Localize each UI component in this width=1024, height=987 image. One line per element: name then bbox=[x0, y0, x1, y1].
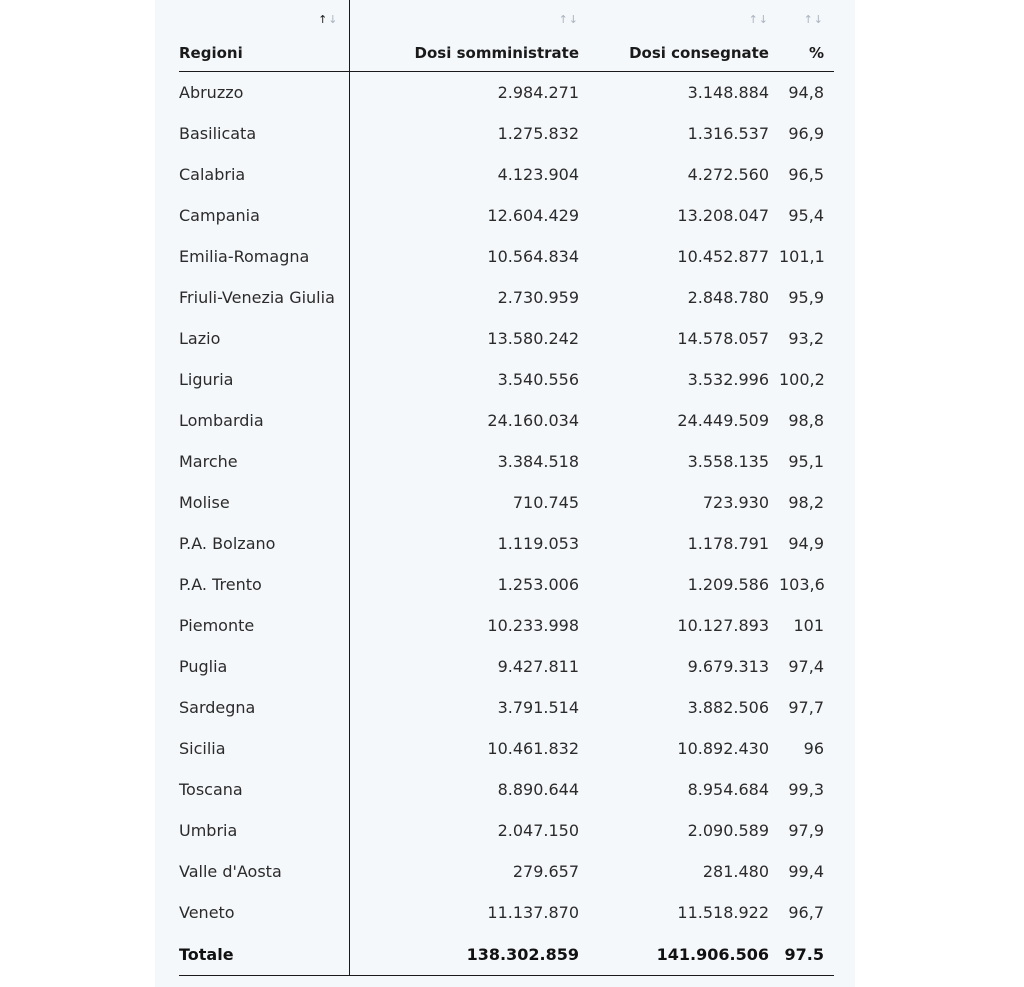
table-row bbox=[179, 359, 834, 400]
cell-administered: 1.119.053 bbox=[497, 534, 579, 553]
cell-administered: 2.730.959 bbox=[497, 288, 579, 307]
cell-percent: 97,7 bbox=[788, 698, 824, 717]
cell-percent: 94,8 bbox=[788, 83, 824, 102]
cell-region: Valle d'Aosta bbox=[179, 851, 349, 892]
cell-percent: 96 bbox=[803, 739, 824, 758]
cell-administered: 1.253.006 bbox=[497, 575, 579, 594]
cell-delivered: 10.127.893 bbox=[677, 616, 769, 635]
total-administered: 138.302.859 bbox=[349, 933, 589, 976]
cell-delivered: 9.679.313 bbox=[687, 657, 769, 676]
cell-administered: 2.047.150 bbox=[497, 821, 579, 840]
cell-region: Lombardia bbox=[179, 400, 349, 441]
cell-delivered: 281.480 bbox=[702, 862, 769, 881]
cell-administered: 9.427.811 bbox=[497, 657, 579, 676]
sort-arrows-icon[interactable]: ↑↓ bbox=[558, 13, 579, 26]
cell-percent: 94,9 bbox=[788, 534, 824, 553]
cell-delivered: 723.930 bbox=[702, 493, 769, 512]
cell-delivered: 2.090.589 bbox=[687, 821, 769, 840]
table-row bbox=[179, 277, 834, 318]
table-row bbox=[179, 892, 834, 933]
cell-administered: 24.160.034 bbox=[487, 411, 579, 430]
table-panel bbox=[155, 0, 855, 987]
sort-arrows-icon[interactable]: ↑↓ bbox=[318, 13, 339, 26]
cell-region: Veneto bbox=[179, 892, 349, 933]
cell-percent: 97,4 bbox=[788, 657, 824, 676]
cell-percent: 99,3 bbox=[788, 780, 824, 799]
table-row bbox=[179, 769, 834, 810]
cell-region: P.A. Trento bbox=[179, 564, 349, 605]
cell-percent: 93,2 bbox=[788, 329, 824, 348]
cell-delivered: 1.316.537 bbox=[687, 124, 769, 143]
cell-administered: 10.461.832 bbox=[487, 739, 579, 758]
vaccine-doses-table bbox=[179, 0, 834, 976]
cell-region: Basilicata bbox=[179, 113, 349, 154]
cell-delivered: 1.178.791 bbox=[687, 534, 769, 553]
cell-region: Puglia bbox=[179, 646, 349, 687]
cell-delivered: 13.208.047 bbox=[677, 206, 769, 225]
cell-administered: 10.233.998 bbox=[487, 616, 579, 635]
cell-delivered: 10.892.430 bbox=[677, 739, 769, 758]
cell-region: Marche bbox=[179, 441, 349, 482]
cell-administered: 12.604.429 bbox=[487, 206, 579, 225]
sort-arrows-icon[interactable]: ↑↓ bbox=[803, 13, 824, 26]
cell-region: Umbria bbox=[179, 810, 349, 851]
cell-delivered: 3.532.996 bbox=[687, 370, 769, 389]
table-row bbox=[179, 523, 834, 564]
cell-percent: 97,9 bbox=[788, 821, 824, 840]
cell-region: Piemonte bbox=[179, 605, 349, 646]
cell-region: Toscana bbox=[179, 769, 349, 810]
table-row bbox=[179, 441, 834, 482]
cell-percent: 96,7 bbox=[788, 903, 824, 922]
cell-percent: 96,9 bbox=[788, 124, 824, 143]
cell-delivered: 14.578.057 bbox=[677, 329, 769, 348]
table-row bbox=[179, 564, 834, 605]
cell-administered: 710.745 bbox=[512, 493, 579, 512]
cell-region: Friuli-Venezia Giulia bbox=[179, 277, 349, 318]
table-row bbox=[179, 646, 834, 687]
cell-percent: 100,2 bbox=[779, 370, 825, 389]
column-header-label: Regioni bbox=[179, 44, 243, 62]
total-percent: 97.5 bbox=[779, 933, 834, 976]
cell-administered: 1.275.832 bbox=[497, 124, 579, 143]
table-row bbox=[179, 810, 834, 851]
cell-percent: 101,1 bbox=[779, 247, 825, 266]
cell-delivered: 11.518.922 bbox=[677, 903, 769, 922]
total-label: Totale bbox=[179, 933, 349, 976]
table-row bbox=[179, 482, 834, 523]
cell-percent: 98,2 bbox=[788, 493, 824, 512]
cell-administered: 3.791.514 bbox=[497, 698, 579, 717]
cell-region: Emilia-Romagna bbox=[179, 236, 349, 277]
table-body bbox=[179, 72, 834, 976]
table-row bbox=[179, 605, 834, 646]
table-row bbox=[179, 851, 834, 892]
cell-administered: 8.890.644 bbox=[497, 780, 579, 799]
table-row bbox=[179, 318, 834, 359]
column-header-administered[interactable] bbox=[349, 0, 589, 72]
cell-region: Campania bbox=[179, 195, 349, 236]
cell-delivered: 10.452.877 bbox=[677, 247, 769, 266]
cell-delivered: 3.558.135 bbox=[687, 452, 769, 471]
cell-administered: 10.564.834 bbox=[487, 247, 579, 266]
cell-administered: 3.384.518 bbox=[497, 452, 579, 471]
cell-delivered: 3.882.506 bbox=[687, 698, 769, 717]
table-header-row bbox=[179, 0, 834, 72]
cell-administered: 279.657 bbox=[512, 862, 579, 881]
cell-region: Calabria bbox=[179, 154, 349, 195]
column-header-label: % bbox=[808, 44, 824, 62]
table-row bbox=[179, 113, 834, 154]
cell-region: Abruzzo bbox=[179, 72, 349, 114]
cell-delivered: 1.209.586 bbox=[687, 575, 769, 594]
cell-percent: 101 bbox=[793, 616, 824, 635]
cell-percent: 95,9 bbox=[788, 288, 824, 307]
cell-delivered: 24.449.509 bbox=[677, 411, 769, 430]
total-delivered: 141.906.506 bbox=[589, 933, 779, 976]
column-header-label: Dosi somministrate bbox=[414, 44, 579, 62]
table-row bbox=[179, 728, 834, 769]
cell-delivered: 4.272.560 bbox=[687, 165, 769, 184]
column-header-region[interactable] bbox=[179, 0, 349, 72]
cell-region: Liguria bbox=[179, 359, 349, 400]
table-row bbox=[179, 72, 834, 114]
cell-region: Sardegna bbox=[179, 687, 349, 728]
cell-administered: 4.123.904 bbox=[497, 165, 579, 184]
cell-region: Lazio bbox=[179, 318, 349, 359]
cell-percent: 95,4 bbox=[788, 206, 824, 225]
cell-percent: 103,6 bbox=[779, 575, 825, 594]
cell-region: Molise bbox=[179, 482, 349, 523]
table-row bbox=[179, 400, 834, 441]
cell-administered: 2.984.271 bbox=[497, 83, 579, 102]
cell-percent: 96,5 bbox=[788, 165, 824, 184]
cell-percent: 95,1 bbox=[788, 452, 824, 471]
cell-administered: 13.580.242 bbox=[487, 329, 579, 348]
cell-percent: 98,8 bbox=[788, 411, 824, 430]
table-row bbox=[179, 687, 834, 728]
column-header-percent[interactable] bbox=[779, 0, 834, 72]
sort-arrows-icon[interactable]: ↑↓ bbox=[748, 13, 769, 26]
cell-administered: 11.137.870 bbox=[487, 903, 579, 922]
cell-administered: 3.540.556 bbox=[497, 370, 579, 389]
table-row bbox=[179, 195, 834, 236]
cell-delivered: 3.148.884 bbox=[687, 83, 769, 102]
table-row bbox=[179, 154, 834, 195]
cell-region: P.A. Bolzano bbox=[179, 523, 349, 564]
cell-delivered: 8.954.684 bbox=[687, 780, 769, 799]
column-header-delivered[interactable] bbox=[589, 0, 779, 72]
cell-delivered: 2.848.780 bbox=[687, 288, 769, 307]
cell-percent: 99,4 bbox=[788, 862, 824, 881]
column-header-label: Dosi consegnate bbox=[629, 44, 769, 62]
cell-region: Sicilia bbox=[179, 728, 349, 769]
table-total-row bbox=[179, 933, 834, 976]
table-row bbox=[179, 236, 834, 277]
